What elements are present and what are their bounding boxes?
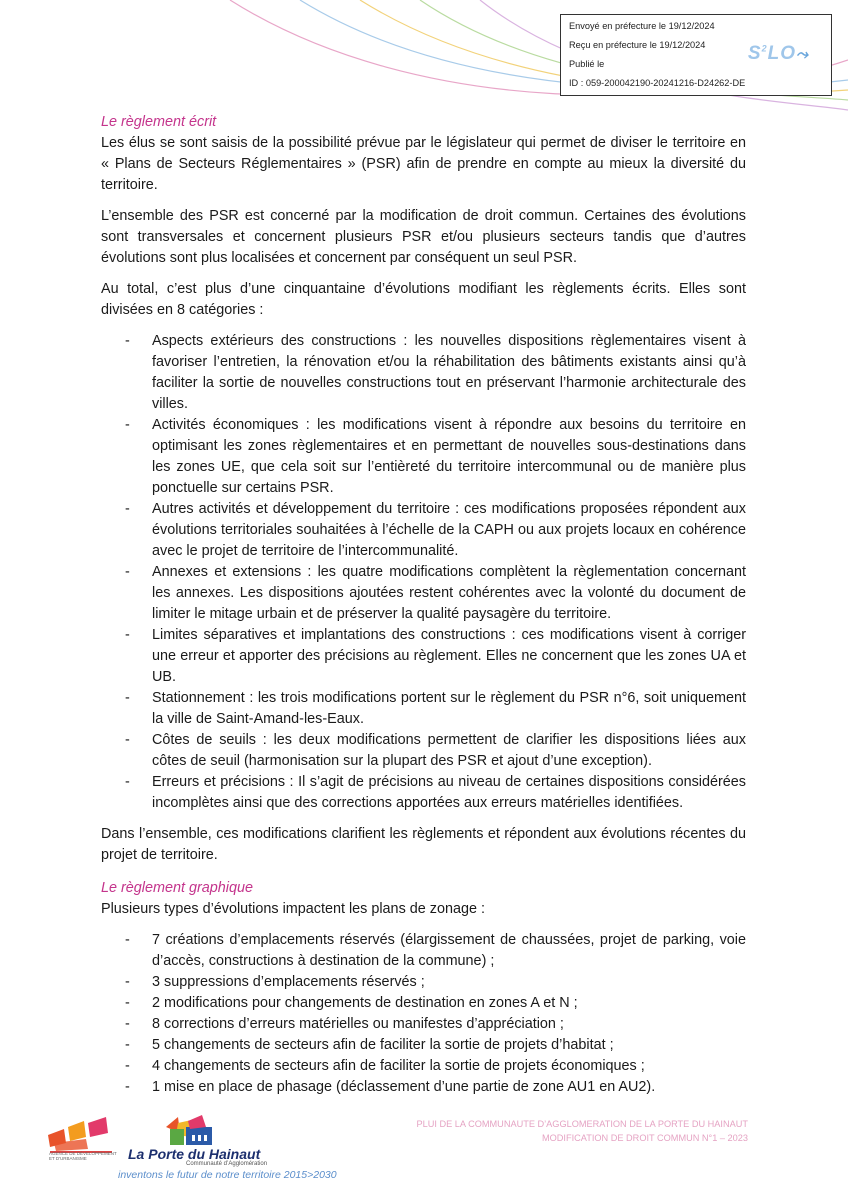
document-body (101, 112, 746, 1108)
list-item: - Autres activités et développement du territoire : ces modifications proposées répondent aux évolutions territoriales souhaitées à l’échelle de la CAPH ou aux projets locaux en cohérence avec le projet de territoire de l’intercommunalité. (125, 501, 746, 559)
section-heading-written-rules: Le règlement écrit (101, 114, 217, 130)
list-item: - Aspects extérieurs des constructions : les nouvelles dispositions règlementaires visent à favoriser l’entretien, la rénovation et/ou la réhabilitation des bâtiments existants ainsi qu’à faciliter la sortie de nouvelles constructions tout en préservant l’harmonie architecturale des villes. (125, 333, 746, 412)
footer-tagline: inventons le futur de notre territoire 2015>2030 (118, 1169, 337, 1181)
list-item: - 5 changements de secteurs afin de faciliter la sortie de projets d’habitat ; (125, 1037, 614, 1053)
porte-du-hainaut-logo (126, 1113, 236, 1149)
stamp-id: ID : 059-200042190-20241216-D24262-DE (569, 78, 746, 88)
list-item: - Activités économiques : les modifications visent à répondre aux besoins du territoire en optimisant les zones règlementaires et en permettant de nouvelles sous-destinations dans les zones UE, que cela soit sur l’entièreté du territoire intercommunal ou de manière plus ponctuelle sur certains PSR. (125, 417, 746, 496)
s2lo-logo: $S^2LO⤳$ (747, 43, 809, 64)
list-item: - 7 créations d’emplacements réservés (élargissement de chaussées, projet de parking, voie d’accès, constructions à destination de la commune) ; (125, 932, 746, 969)
footer-logos (46, 1113, 376, 1193)
list-item: - 1 mise en place de phasage (déclassement d’une partie de zone AU1 en AU2). (125, 1079, 656, 1095)
paragraph: Plusieurs types d’évolutions impactent les plans de zonage : (101, 901, 485, 917)
list-item: - 8 corrections d’erreurs matérielles ou manifestes d’appréciation ; (125, 1016, 564, 1032)
list-item: - 4 changements de secteurs afin de faciliter la sortie de projets économiques ; (125, 1058, 645, 1074)
footer-line: MODIFICATION DE DROIT COMMUN N°1 – 2023 (542, 1133, 748, 1143)
paragraph-closing: Dans l’ensemble, ces modifications clarifient les règlements et répondent aux évolutions récentes du projet de territoire. (101, 826, 746, 863)
agency-logo-caption: AGENCE DE DÉVELOPPEMENT ET D'URBANISME (49, 1151, 117, 1161)
list-item: - Annexes et extensions : les quatre modifications complètent la règlementation concernant les annexes. Les dispositions ajoutées restent cohérentes avec la volonté du document de limiter le mitage urbain et de préserver la qualité paysagère du territoire. (125, 564, 746, 622)
list-item: - 2 modifications pour changements de destination en zones A et N ; (125, 995, 578, 1011)
zoning-changes-list (101, 930, 746, 1098)
list-item: - 3 suppressions d’emplacements réservés ; (125, 974, 425, 990)
section-heading-graphic-rules: Le règlement graphique (101, 880, 254, 896)
paragraph: Au total, c’est plus d’une cinquantaine d’évolutions modifiant les règlements écrits. Elles sont divisées en 8 catégories : (101, 281, 746, 318)
list-item: - Stationnement : les trois modifications portent sur le règlement du PSR n°6, soit uniquement la ville de Saint-Amand-les-Eaux. (125, 690, 746, 727)
prefecture-stamp (560, 14, 832, 96)
paragraph: L’ensemble des PSR est concerné par la modification de droit commun. Certaines des évolutions sont transversales et concernent plusieurs PSR et/ou plusieurs secteurs tandis que d’autres évolutions sont plus localisées et concernent par conséquent un seul PSR. (101, 208, 746, 266)
stamp-received-date: Reçu en préfecture le 19/12/2024 (569, 40, 706, 50)
paragraph: Les élus se sont saisis de la possibilité prévue par le législateur qui permet de diviser le territoire en « Plans de Secteurs Réglementaires » (PSR) afin de prendre en compte au mieux la diversité du territoire. (101, 135, 746, 193)
footer-document-title (417, 1117, 748, 1145)
list-item: - Erreurs et précisions : Il s’agit de précisions au niveau de certaines dispositions considérées incomplètes ainsi que des corrections apportées aux erreurs matérielles identifiées. (125, 774, 746, 811)
stamp-sent-date: Envoyé en préfecture le 19/12/2024 (569, 21, 715, 31)
categories-list (101, 331, 746, 814)
porte-du-hainaut-subtitle: Communauté d’Agglomération (186, 1161, 268, 1167)
stamp-published: Publié le (569, 59, 605, 69)
footer-line: PLUI DE LA COMMUNAUTE D’AGGLOMERATION DE LA PORTE DU HAINAUT (416, 1119, 748, 1129)
list-item: - Côtes de seuils : les deux modifications permettent de clarifier les dispositions liées aux côtes de seuil (harmonisation sur la plupart des PSR et ajout d’une exception). (125, 732, 746, 769)
porte-du-hainaut-name: La Porte du Hainaut (128, 1146, 261, 1162)
list-item: - Limites séparatives et implantations des constructions : ces modifications visent à corriger une erreur et apporter des précisions au règlement. Elles ne concernent que les zones UA et UB. (125, 627, 746, 685)
